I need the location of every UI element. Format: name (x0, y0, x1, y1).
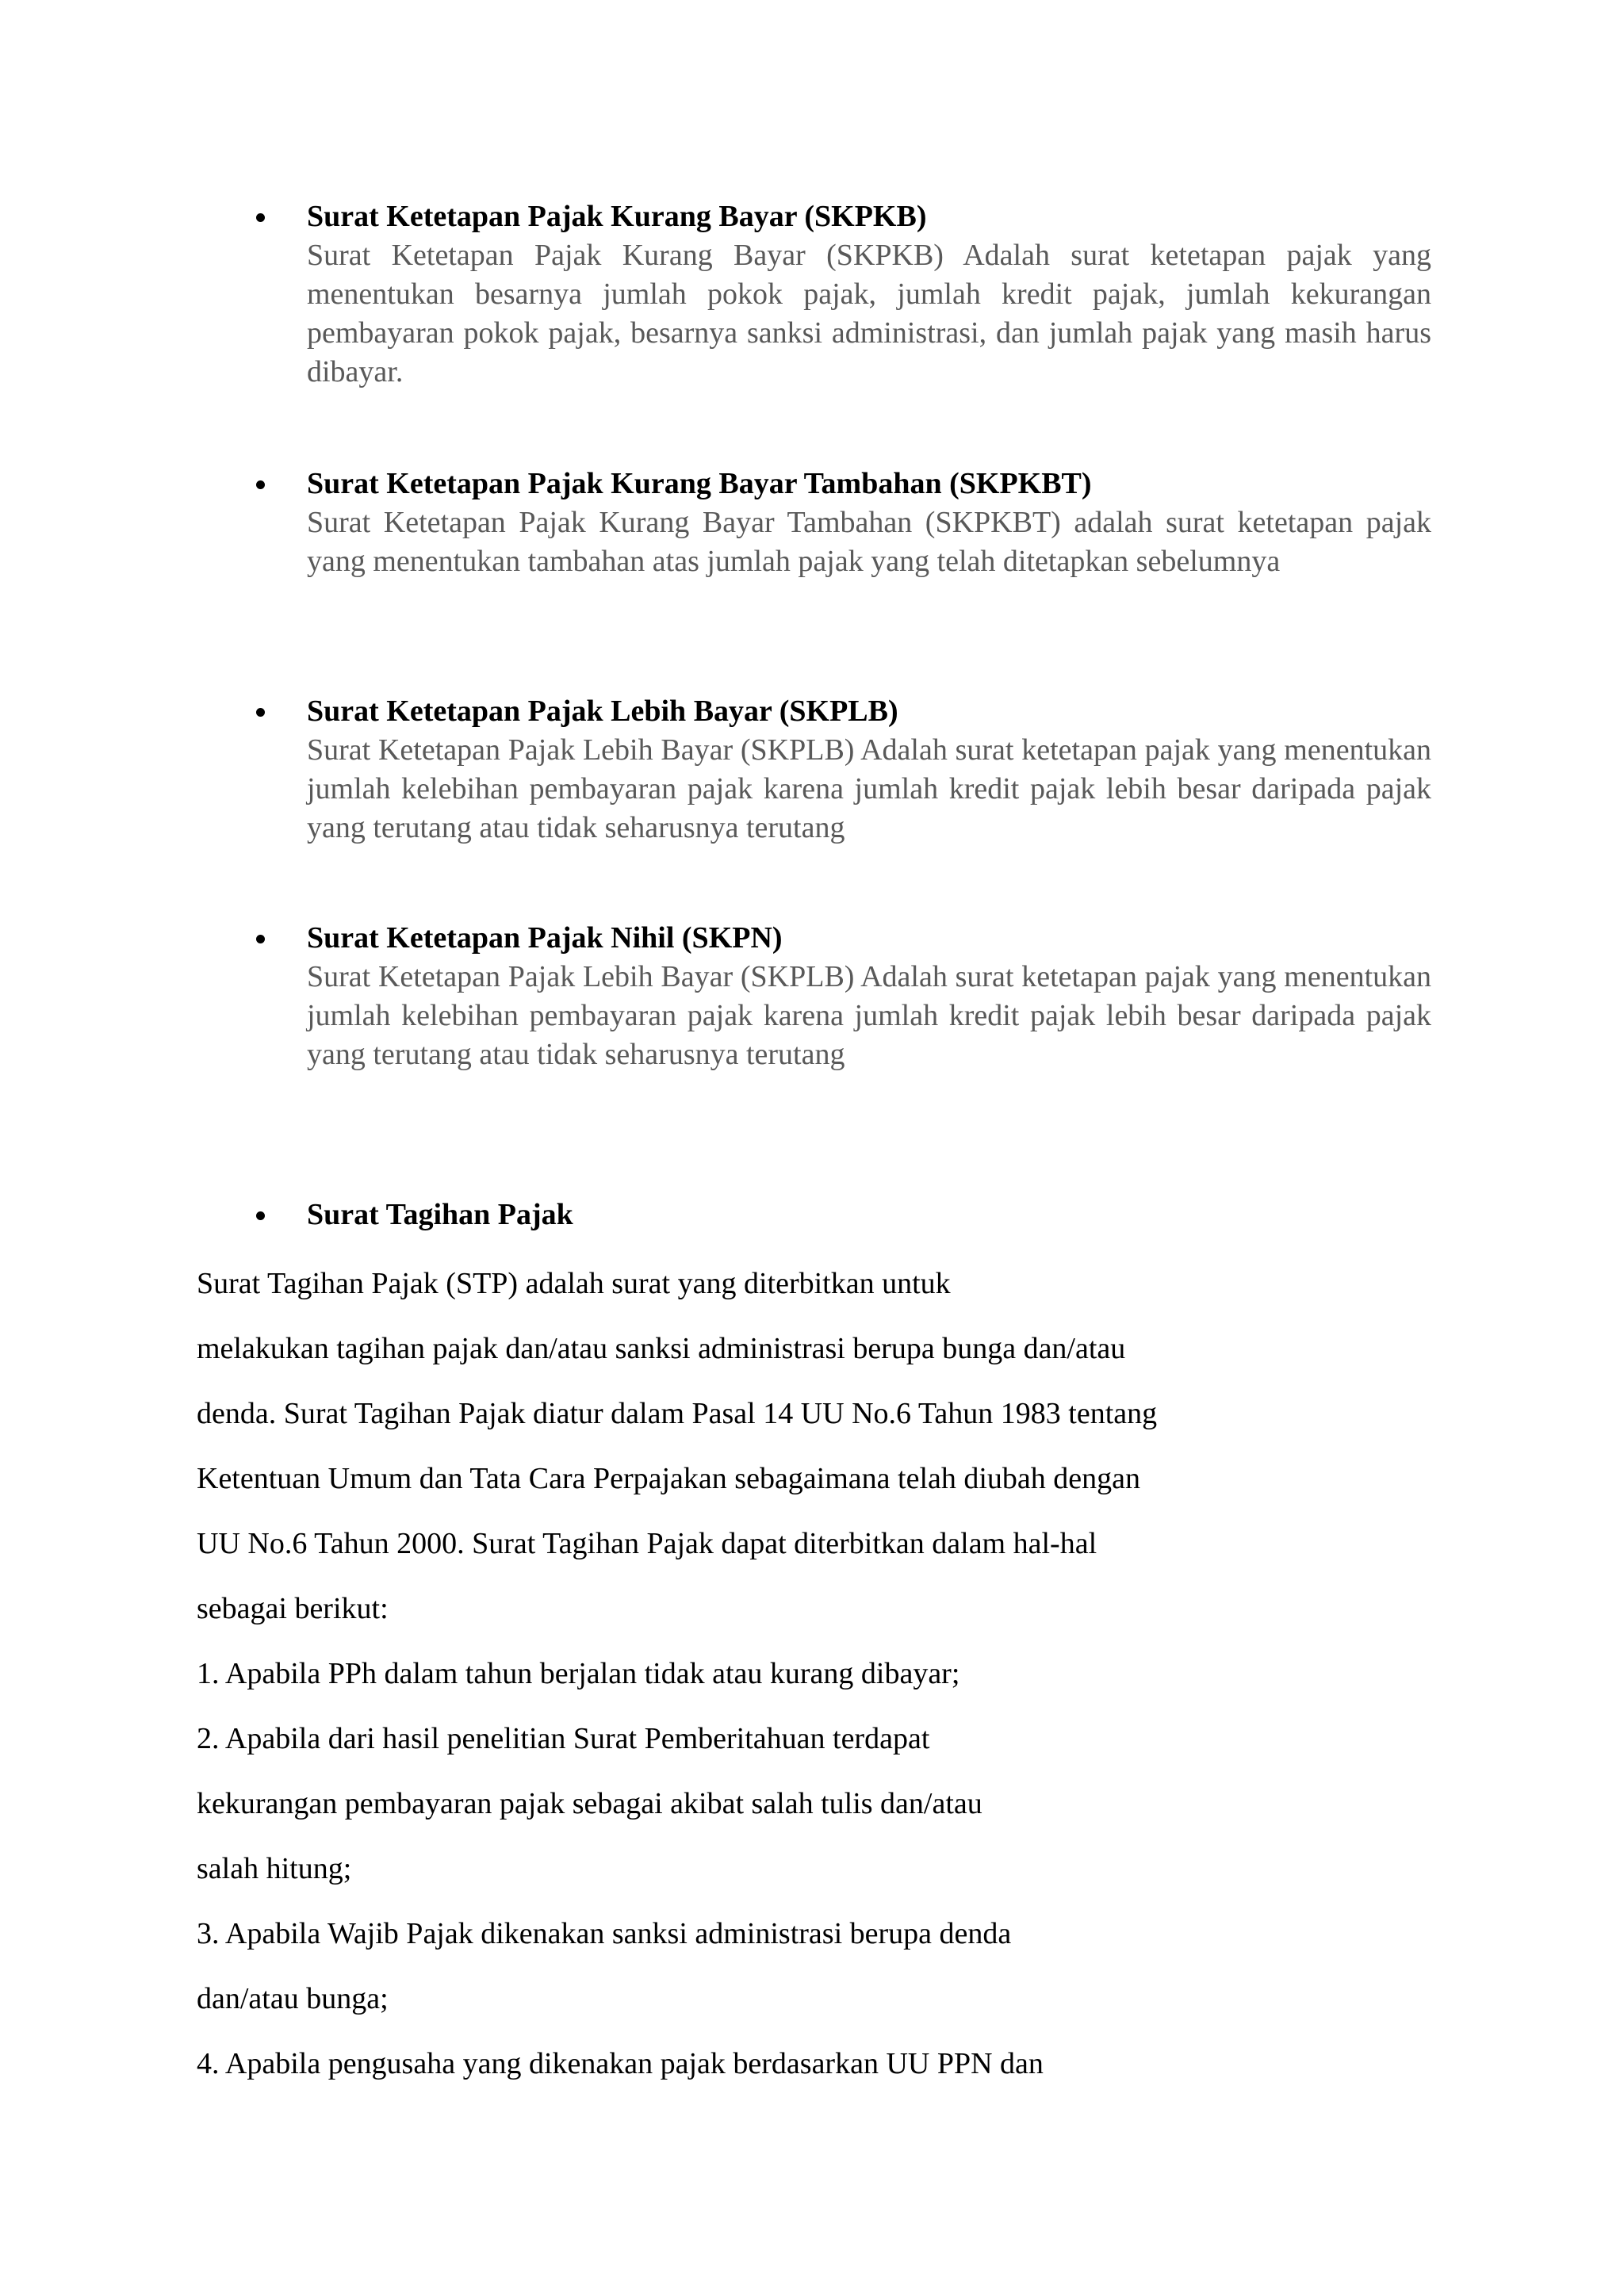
bullet-icon (256, 1211, 265, 1220)
body-line: 3. Apabila Wajib Pajak dikenakan sanksi administrasi berupa denda (197, 1917, 1012, 1950)
entry-title: Surat Ketetapan Pajak Kurang Bayar Tambahan (SKPKBT) (307, 467, 1092, 500)
body-line: 1. Apabila PPh dalam tahun berjalan tidak atau kurang dibayar; (197, 1657, 960, 1690)
bullet-icon (256, 935, 265, 943)
body-line: kekurangan pembayaran pajak sebagai akibat salah tulis dan/atau (197, 1787, 982, 1820)
body-line: Surat Tagihan Pajak (STP) adalah surat yang diterbitkan untuk (197, 1267, 951, 1300)
body-line: denda. Surat Tagihan Pajak diatur dalam Pasal 14 UU No.6 Tahun 1983 tentang (197, 1397, 1158, 1430)
entry-title: Surat Ketetapan Pajak Kurang Bayar (SKPKB) (307, 200, 927, 233)
body-line: 2. Apabila dari hasil penelitian Surat Pemberitahuan terdapat (197, 1722, 930, 1755)
entry-description: Surat Ketetapan Pajak Lebih Bayar (SKPLB) Adalah surat ketetapan pajak yang menentukan jumlah kelebihan pembayaran pajak karena jumlah kredit pajak lebih besar daripada pajak yang terutang atau tidak seharusnya terutang (307, 733, 1431, 844)
body-line: salah hitung; (197, 1852, 352, 1885)
body-line: sebagai berikut: (197, 1592, 389, 1625)
body-line: Ketentuan Umum dan Tata Cara Perpajakan sebagaimana telah diubah dengan (197, 1462, 1141, 1495)
list-item-skpkb (307, 197, 1431, 392)
body-line: dan/atau bunga; (197, 1982, 389, 2015)
list-item-skpn (307, 918, 1431, 1074)
bullet-icon (256, 213, 265, 222)
list-item-skpkbt (307, 464, 1431, 581)
stp-body-text (197, 1251, 1434, 2096)
body-line: 4. Apabila pengusaha yang dikenakan pajak berdasarkan UU PPN dan (197, 2047, 1044, 2080)
body-line: UU No.6 Tahun 2000. Surat Tagihan Pajak dapat diterbitkan dalam hal-hal (197, 1527, 1097, 1560)
entry-title: Surat Ketetapan Pajak Nihil (SKPN) (307, 921, 783, 955)
entry-description: Surat Ketetapan Pajak Lebih Bayar (SKPLB) Adalah surat ketetapan pajak yang menentukan jumlah kelebihan pembayaran pajak karena jumlah kredit pajak lebih besar daripada pajak yang terutang atau tidak seharusnya terutang (307, 960, 1431, 1071)
body-line: melakukan tagihan pajak dan/atau sanksi administrasi berupa bunga dan/atau (197, 1332, 1126, 1365)
list-item-stp (307, 1195, 1431, 1234)
bullet-icon (256, 708, 265, 717)
list-item-skplb (307, 691, 1431, 848)
entry-title: Surat Ketetapan Pajak Lebih Bayar (SKPLB) (307, 695, 898, 728)
bullet-icon (256, 480, 265, 489)
entry-description: Surat Ketetapan Pajak Kurang Bayar Tambahan (SKPKBT) adalah surat ketetapan pajak yang menentukan tambahan atas jumlah pajak yang telah ditetapkan sebelumnya (307, 506, 1431, 578)
entry-description: Surat Ketetapan Pajak Kurang Bayar (SKPKB) Adalah surat ketetapan pajak yang menentukan besarnya jumlah pokok pajak, jumlah kredit pajak, jumlah kekurangan pembayaran pokok pajak, besarnya sanksi administrasi, dan jumlah pajak yang masih harus dibayar. (307, 239, 1431, 388)
entry-title: Surat Tagihan Pajak (307, 1198, 573, 1231)
